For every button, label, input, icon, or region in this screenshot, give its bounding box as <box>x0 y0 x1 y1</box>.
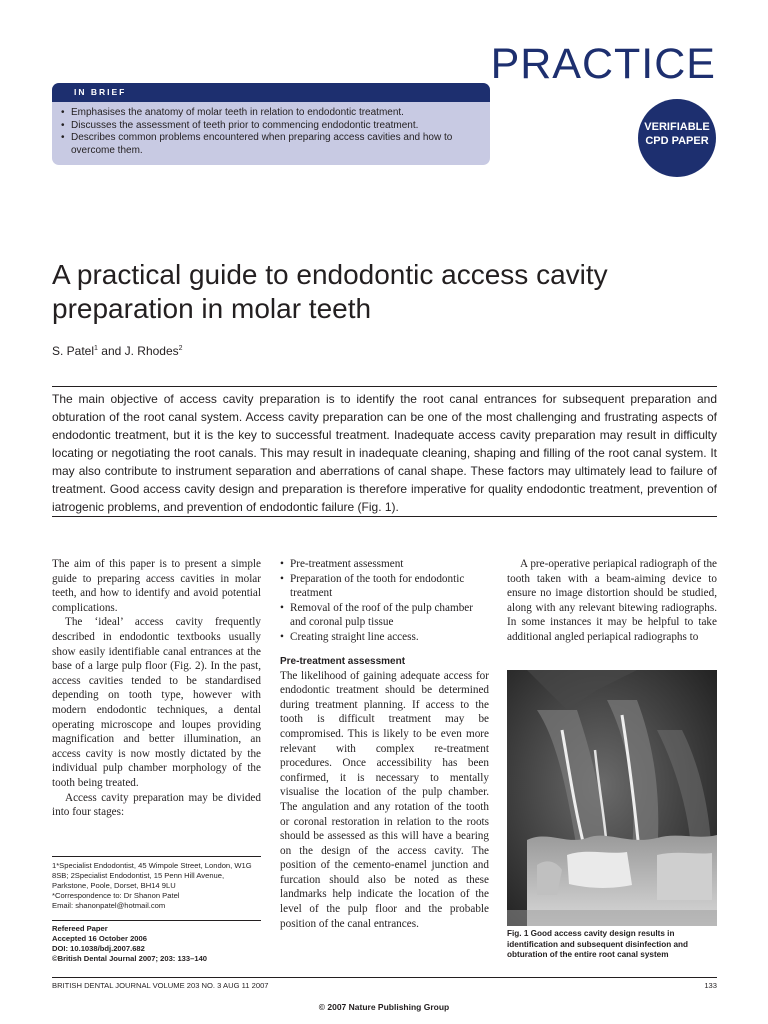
author-name: and J. Rhodes <box>97 344 179 358</box>
stage-item: • Preparation of the tooth for endodontic treatment <box>280 572 489 601</box>
stages-list <box>280 557 489 645</box>
section-subheading: Pre-treatment assessment <box>280 655 406 667</box>
body-column-3 <box>507 557 717 645</box>
section-title: PRACTICE <box>490 40 716 88</box>
refereed-rule <box>52 920 261 921</box>
doi: DOI: 10.1038/bdj.2007.682 <box>52 944 145 953</box>
body-paragraph: The aim of this paper is to present a simple guide to preparing access cavities in molar teeth, and how to identify and avoid potential complications. <box>52 558 261 614</box>
in-brief-item: • Emphasises the anatomy of molar teeth in relation to endodontic treatment. <box>61 107 481 120</box>
body-column-1 <box>52 557 261 820</box>
author-footnotes <box>52 861 261 911</box>
email: Email: shanonpatel@hotmail.com <box>52 901 166 910</box>
in-brief-heading <box>52 83 490 102</box>
in-brief-item: • Describes common problems encountered when preparing access cavities and how to overcome them. <box>61 132 481 157</box>
radiograph-image <box>507 670 717 926</box>
author-name: S. Patel <box>52 344 95 358</box>
abstract: The main objective of access cavity preparation is to identify the root canal entrances for subsequent preparation and obturation of the root canal system. Access cavity preparation can be one of the most challenging and frustrating aspects of endodontic treatment, but it is the key to successful treatment. Inadequate access cavity preparation may result in difficulty locating or negotiating the root canals. This may result in inadequate cleaning, shaping and filling of the root canal system. It may also contribute to instrument separation and aberrations of canal shape. These factors may ultimately lead to failure of treatment. Good access cavity design and preparation is therefore imperative for quality endodontic treatment, prevention of iatrogenic problems, and prevention of endodontic failure (Fig. 1). <box>52 392 717 514</box>
body-column-2 <box>280 557 489 931</box>
refereed-label: Refereed Paper <box>52 924 108 933</box>
author-affiliation-mark: 1 <box>94 345 98 352</box>
stage-item: • Removal of the roof of the pulp chamber and coronal pulp tissue <box>280 601 489 630</box>
stage-item: • Creating straight line access. <box>280 630 489 645</box>
figure-1-radiograph <box>507 670 717 926</box>
page-number: 133 <box>704 981 717 990</box>
body-paragraph: A pre-operative periapical radiograph of the tooth taken with a beam-aiming device to ensure no image distortion should be studied, along with any relevant bitewing radiographs. In some instances it may be helpful to take additional angled periapical radiographs to <box>507 558 717 643</box>
article-title: A practical guide to endodontic access cavity preparation in molar teeth <box>52 259 608 324</box>
affiliations: 1*Specialist Endodontist, 45 Wimpole Street, London, W1G 8SB; 2Specialist Endodontist, 15 Penn Hill Avenue, Parkstone, Poole, Dorset, BH14 9LU <box>52 861 252 890</box>
journal-volume: VOLUME 203 NO. 3 AUG 11 2007 <box>152 981 269 990</box>
stage-item: • Pre-treatment assessment <box>280 557 489 572</box>
cpd-badge-line2: CPD PAPER <box>645 135 709 147</box>
in-brief-box <box>52 83 490 165</box>
figure-1-caption: Fig. 1 Good access cavity design results in identification and subsequent disinfection and obturation of the entire root canal system <box>507 929 689 959</box>
abstract-bottom-rule <box>52 516 717 517</box>
correspondence: *Correspondence to: Dr Shanon Patel <box>52 891 180 900</box>
copyright: © 2007 Nature Publishing Group <box>318 1002 450 1012</box>
footnote-rule <box>52 856 261 857</box>
cpd-badge-line1: VERIFIABLE <box>644 121 710 133</box>
journal-name: BRITISH DENTAL JOURNAL <box>52 981 151 990</box>
authors <box>52 344 183 358</box>
author-affiliation-mark: 2 <box>178 345 183 352</box>
accepted-date: Accepted 16 October 2006 <box>52 934 147 943</box>
body-paragraph: Access cavity preparation may be divided into four stages: <box>52 791 261 819</box>
cpd-badge <box>638 99 716 177</box>
citation: ©British Dental Journal 2007; 203: 133–140 <box>52 954 208 963</box>
in-brief-heading-text: IN BRIEF <box>74 87 127 97</box>
in-brief-item: • Discusses the assessment of teeth prior to commencing endodontic treatment. <box>61 120 481 133</box>
abstract-top-rule <box>52 386 717 387</box>
footer-rule <box>52 977 717 978</box>
body-paragraph: The likelihood of gaining adequate access for endodontic treatment should be determined during treatment planning. If access to the tooth is difficult treatment may be compromised. This is likely to be even more relevant with complex re-treatment procedures. Once accessibility has been confirmed, it is necessary to mentally visualise the location of the pulp chamber. The angulation and any rotation of the tooth or coronal restoration in relation to the roots should be assessed as this will have a bearing on the design of the access cavity. The position of the cemento-enamel junction and furcation should also be noted as these landmarks help indicate the location of the level of the pulp floor and the probable position of the canal entrances. <box>280 669 489 930</box>
journal-footer <box>52 981 269 990</box>
body-paragraph: The ‘ideal’ access cavity frequently described in endodontic textbooks usually show easily identifiable canal entrances at the base of a large pulp floor (Fig. 2). In the past, access cavities tended to be standardised depending on tooth type, however with modern endodontic techniques, a dental operating microscope and loupes providing magnification and better illumination, an access cavity is now mostly dictated by the individual pulp chamber morphology of the tooth being treated. <box>52 616 261 789</box>
publication-info <box>52 924 261 964</box>
in-brief-list <box>61 107 481 157</box>
